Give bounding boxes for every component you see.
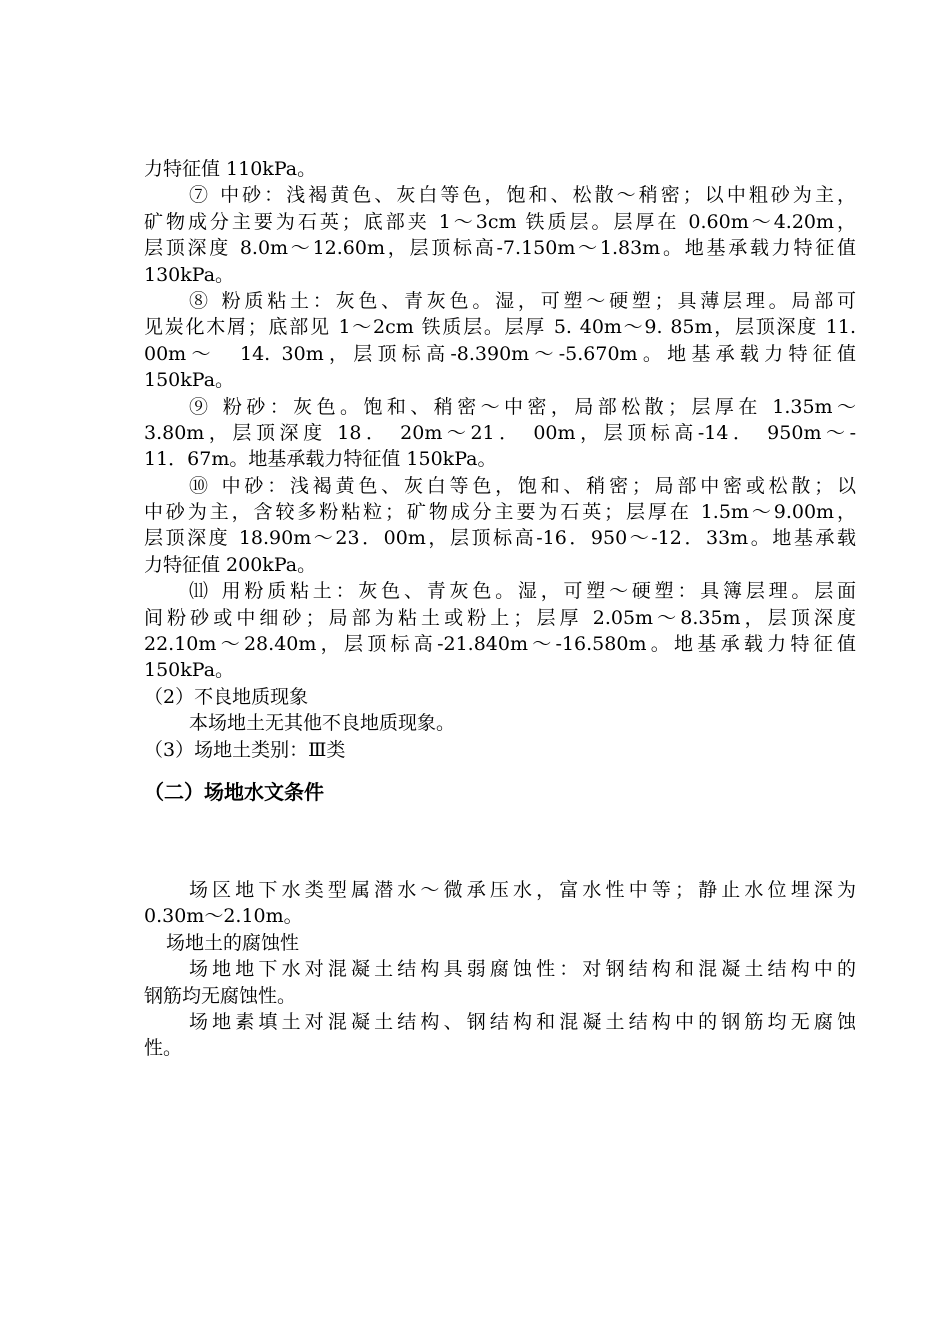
text-line: 场区地下水类型属潜水～微承压水，富水性中等；静止水位埋深为 [189,878,856,901]
text-line: 力特征值 200kPa。 [144,553,317,576]
text-line: 130kPa。 [144,263,235,286]
text-line: 150kPa。 [144,369,235,392]
text-line: 场地素填土对混凝土结构、钢结构和混凝土结构中的钢筋均无腐蚀 [189,1010,856,1033]
text-line: ⑾ 用粉质粘土：灰色、青灰色。湿，可塑～硬塑：具簿层理。层面 [189,580,856,603]
document-body [144,156,856,1062]
text-line: 0.30m～2.10m。 [144,905,303,928]
text-line: 150kPa。 [144,659,235,682]
text-line: ⑩ 中砂：浅褐黄色、灰白等色，饱和、稍密；局部中密或松散；以 [189,474,856,497]
text-line: 力特征值 110kPa。 [144,158,317,180]
section-subheading: （2）不良地质现象 [144,685,309,708]
text-line: 22.10m～28.40m，层顶标高-21.840m～-16.580m。地基承载力特征值 [144,633,856,656]
text-line: 中砂为主，含较多粉粘粒；矿物成分主要为石英；层厚在 1.5m～9.00m， [144,501,856,524]
section-subheading: （3）场地土类别：Ⅲ类 [144,738,346,761]
text-line: 矿物成分主要为石英；底部夹 1～3cm 铁质层。层厚在 0.60m～4.20m， [144,210,856,233]
section-heading: （二）场地水文条件 [144,779,324,804]
text-line: 本场地土无其他不良地质现象。 [189,712,456,735]
text-line: ⑨ 粉砂：灰色。饱和、稍密～中密，局部松散；层厚在 1.35m～ [189,395,856,418]
section-subheading: 场地土的腐蚀性 [166,931,300,954]
text-line: 层顶深度 8.0m～12.60m，层顶标高-7.150m～1.83m。地基承载力特征值 [144,237,856,260]
text-line: ⑦ 中砂：浅褐黄色、灰白等色，饱和、松散～稍密；以中粗砂为主， [189,184,856,207]
text-line: 见炭化木屑；底部见 1～2cm 铁质层。层厚 5. 40m～9. 85m，层顶深度 11. [144,316,856,339]
text-line: 场地地下水对混凝土结构具弱腐蚀性：对钢结构和混凝土结构中的 [189,958,856,981]
text-line: 钢筋均无腐蚀性。 [144,984,297,1007]
text-line: 00m～ 14. 30m，层顶标高-8.390m～-5.670m。地基承载力特征值 [144,342,856,365]
text-line: 间粉砂或中细砂；局部为粘土或粉上；层厚 2.05m～8.35m，层顶深度 [144,606,856,629]
text-line: ⑧ 粉质粘土：灰色、青灰色。湿，可塑～硬塑；具薄层理。局部可 [189,289,856,312]
text-line: 性。 [144,1037,183,1060]
text-line: 层顶深度 18.90m～23．00m，层顶标高-16．950～-12．33m。地基承载 [144,527,856,550]
text-line: 11．67m。地基承载力特征值 150kPa。 [144,448,497,471]
text-line: 3.80m，层顶深度 18． 20m～21． 00m，层顶标高-14． 950m～- [144,421,856,444]
